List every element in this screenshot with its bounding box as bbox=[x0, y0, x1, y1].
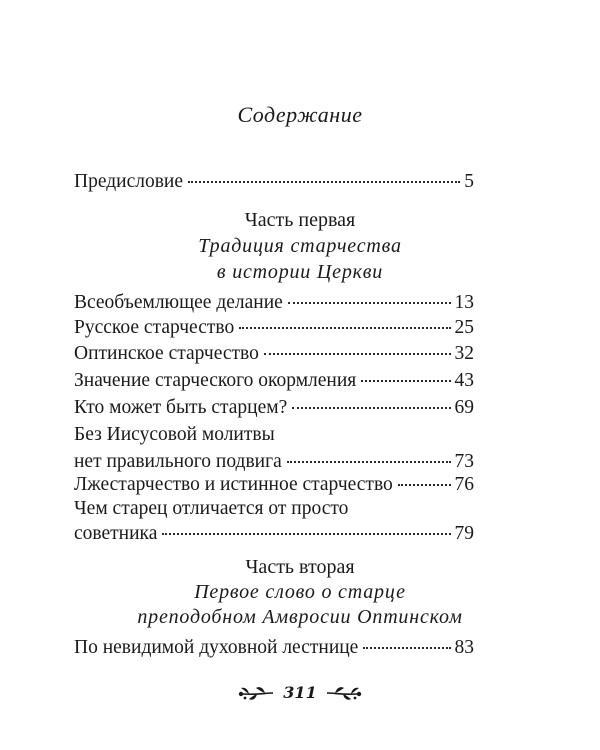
part-one-subtitle-line1: Традиция старчества bbox=[198, 235, 402, 257]
part-one-subtitle-line2: в истории Церкви bbox=[216, 261, 384, 283]
toc-entry-page: 13 bbox=[454, 292, 474, 313]
toc-entry[interactable] bbox=[74, 636, 474, 660]
page-number: 311 bbox=[283, 682, 317, 702]
dot-leader bbox=[292, 407, 450, 409]
toc-entry-title-line1: Без Иисусовой молитвы bbox=[74, 424, 275, 445]
toc-entry-title: Лжестарчество и истинное старчество bbox=[74, 474, 393, 495]
dot-leader bbox=[287, 461, 451, 463]
toc-entry-title-line2: советника bbox=[74, 523, 158, 544]
toc-entry-title: Всеобъемлющее делание bbox=[74, 292, 283, 313]
part-two-subtitle-line1: Первое слово о старце bbox=[194, 581, 406, 603]
toc-entry[interactable] bbox=[74, 291, 474, 315]
toc-entry-page: 79 bbox=[454, 523, 474, 544]
dot-leader bbox=[188, 181, 460, 183]
toc-entry-title: Оптинское старчество bbox=[74, 343, 259, 364]
toc-entry-page: 32 bbox=[454, 343, 474, 364]
floral-ornament-icon bbox=[325, 682, 365, 702]
dot-leader bbox=[288, 302, 451, 304]
dot-leader bbox=[361, 380, 450, 382]
toc-entry[interactable] bbox=[74, 473, 474, 497]
toc-entry[interactable] bbox=[74, 342, 474, 366]
toc-entry-page: 5 bbox=[464, 171, 474, 192]
dot-leader bbox=[264, 353, 451, 355]
toc-entry-title: Значение старческого окормления bbox=[74, 370, 357, 391]
toc-entry[interactable] bbox=[74, 369, 474, 393]
toc-entry-preface[interactable] bbox=[74, 170, 474, 194]
toc-entry-title: Русское старчество bbox=[74, 317, 235, 338]
floral-ornament-icon bbox=[235, 682, 275, 702]
toc-entry[interactable] bbox=[74, 497, 474, 546]
toc-entry-page: 76 bbox=[454, 474, 474, 495]
dot-leader bbox=[398, 484, 451, 486]
toc-entry-page: 83 bbox=[454, 637, 474, 658]
toc-entry-page: 25 bbox=[454, 317, 474, 338]
toc-entry-title-line2: нет правильного подвига bbox=[74, 451, 282, 472]
toc-entry-title: Кто может быть старцем? bbox=[74, 397, 288, 418]
dot-leader bbox=[363, 647, 450, 649]
dot-leader bbox=[239, 327, 450, 329]
part-two-label: Часть вторая bbox=[245, 556, 355, 578]
page-footer bbox=[0, 682, 600, 702]
toc-entry[interactable] bbox=[74, 396, 474, 420]
toc-entry-title-line1: Чем старец отличается от просто bbox=[74, 498, 349, 519]
toc-entry-page: 69 bbox=[454, 397, 474, 418]
toc-entry[interactable] bbox=[74, 423, 474, 474]
toc-entry-title: По невидимой духовной лестнице bbox=[74, 637, 359, 658]
toc-entry-page: 43 bbox=[454, 370, 474, 391]
toc-entry-title: Предисловие bbox=[74, 171, 184, 192]
toc-entry-page: 73 bbox=[454, 451, 474, 472]
toc-entry[interactable] bbox=[74, 316, 474, 340]
contents-heading: Содержание bbox=[237, 102, 363, 127]
part-two-subtitle-line2: преподобном Амвросии Оптинском bbox=[137, 606, 463, 628]
part-one-label: Часть первая bbox=[244, 209, 356, 231]
dot-leader bbox=[162, 533, 450, 535]
